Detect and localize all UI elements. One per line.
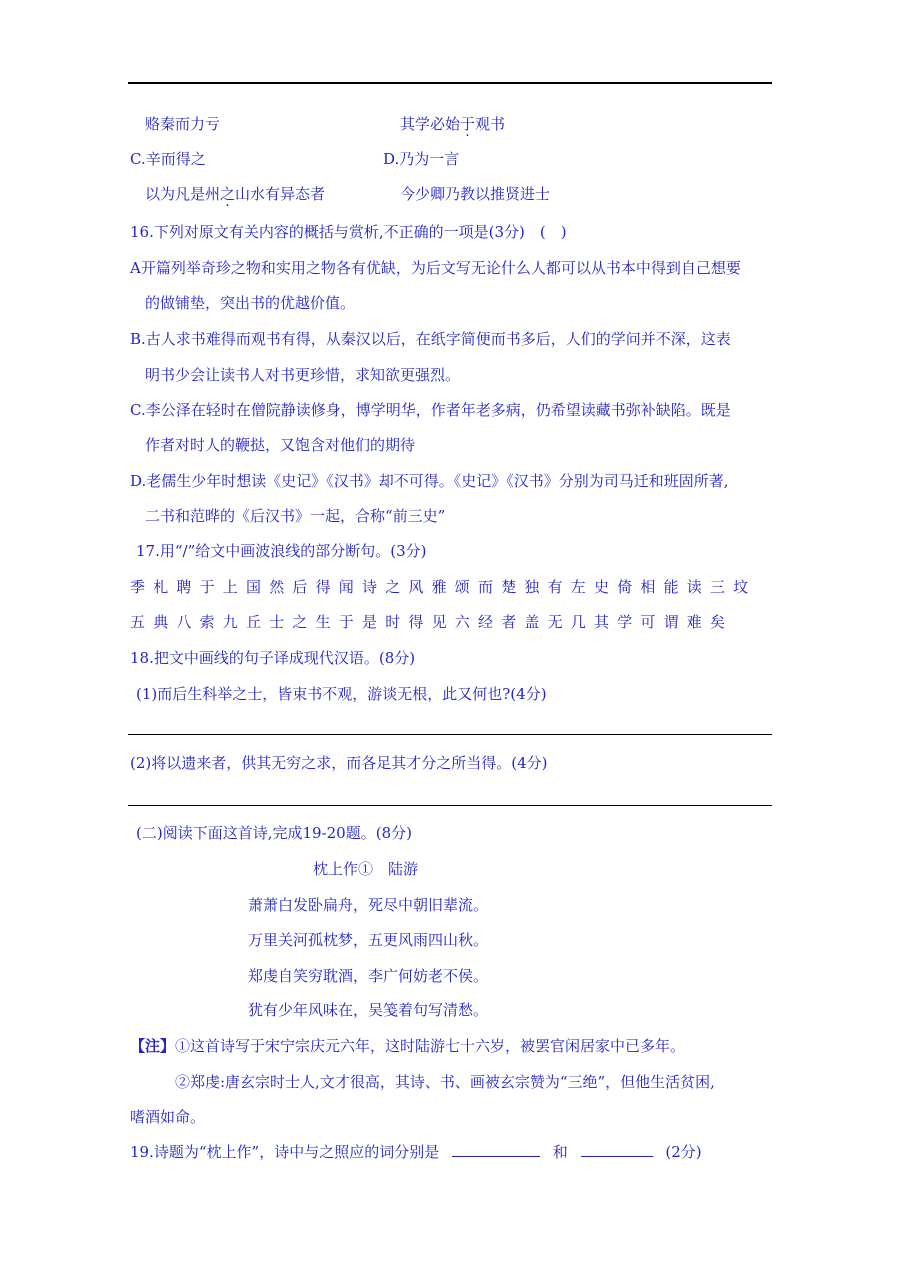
answer-line-2[interactable] [128, 805, 772, 806]
poem-title: 枕上作① 陆游 [313, 860, 419, 878]
header-rule [128, 82, 772, 84]
poem-line-3: 郑虔自笑穷耽酒，李广何妨老不侯。 [248, 967, 489, 985]
option-c-second: 以为凡是州之山水有异态者 [145, 185, 326, 203]
option-d: D.乃为一言 [383, 150, 460, 168]
q16-option-a: A开篇列举奇珍之物和实用之物各有优缺，为后文写无论什么人都可以从书本中得到自己想要 [130, 259, 741, 277]
poem-line-1: 萧萧白发卧扁舟，死尽中朝旧辈流。 [248, 896, 489, 914]
question-16: 16.下列对原文有关内容的概括与赏析,不正确的一项是(3分) ( ) [130, 223, 567, 241]
note-1: 【注】①这首诗写于宋宁宗庆元六年，这时陆游七十六岁，被罢官闲居家中已多年。 [130, 1037, 686, 1055]
punctuation-text-line-1: 季札聘于上国然后得闻诗之风雅颂而楚独有左史倚相能读三坟 [130, 578, 757, 596]
poem-line-4: 犹有少年风味在，吴笺着句写清愁。 [248, 1001, 489, 1019]
punctuation-text-line-2: 五典八索九丘士之生于是时得见六经者盖无几其学可谓难矣 [130, 613, 734, 631]
question-19: 19.诗题为“枕上作”，诗中与之照应的词分别是 和 (2分) [130, 1143, 702, 1161]
poem-line-2: 万里关河孤枕梦，五更风雨四山秋。 [248, 931, 489, 949]
note-2-cont: 嗜酒如命。 [130, 1108, 206, 1126]
q16-option-a-cont: 的做铺垫，突出书的优越价值。 [145, 294, 356, 312]
option-d-second: 今少卿乃教以推贤进士 [400, 185, 551, 203]
option-b-left: 赂秦而力亏 [145, 115, 221, 133]
option-c: C.辛而得之 [130, 150, 206, 168]
q16-option-b-cont: 明书少会让读书人对书更珍惜，求知欲更强烈。 [145, 366, 461, 384]
answer-line-1[interactable] [128, 734, 772, 735]
answer-blank-1[interactable] [452, 1142, 540, 1157]
q16-option-c-cont: 作者对时人的鞭挞，又饱含对他们的期待 [145, 436, 416, 454]
answer-blank-2[interactable] [581, 1142, 653, 1157]
q16-option-d: D.老儒生少年时想读《史记》《汉书》却不可得。《史记》《汉书》分别为司马迁和班固所著, [130, 472, 729, 490]
section-2-heading: (二)阅读下面这首诗,完成19-20题。(8分) [136, 824, 412, 842]
q16-option-d-cont: 二书和范晔的《后汉书》一起，合称“前三史” [145, 507, 446, 525]
q16-option-b: B.古人求书难得而观书有得，从秦汉以后，在纸字简便而书多后，人们的学问并不深，这表 [130, 330, 731, 348]
note-2: ②郑虔:唐玄宗时士人,文才很高，其诗、书、画被玄宗赞为“三绝”，但他生活贫困, [175, 1073, 715, 1091]
option-b-right: 其学必始于观书 [400, 115, 506, 133]
question-17: 17.用“/”给文中画波浪线的部分断句。(3分) [136, 542, 427, 560]
q18-part-2: (2)将以遗来者，供其无穷之求，而各足其才分之所当得。(4分) [130, 754, 548, 772]
question-18: 18.把文中画线的句子译成现代汉语。(8分) [130, 649, 416, 667]
q16-option-c: C.李公泽在轻时在僧院静读修身，博学明华，作者年老多病，仍希望读藏书弥补缺陷。既是 [130, 401, 731, 419]
q18-part-1: (1)而后生科举之士，皆束书不观，游谈无根，此又何也?(4分) [136, 685, 547, 703]
